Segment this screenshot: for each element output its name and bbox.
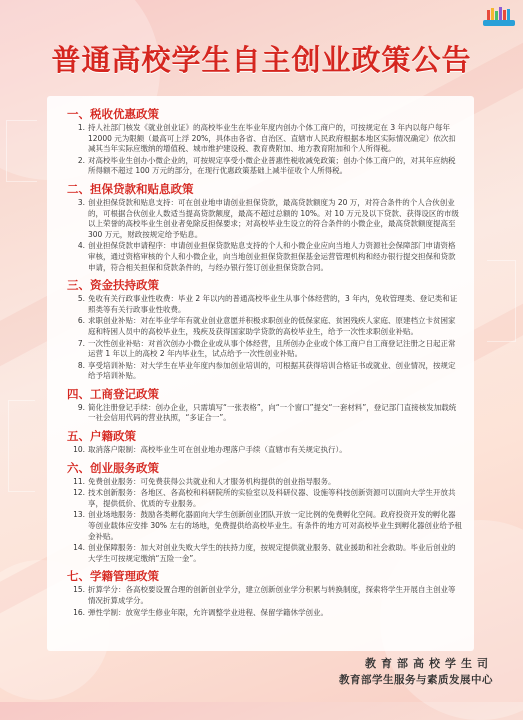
section-heading: 一、税收优惠政策 — [67, 107, 159, 121]
policy-item-text: 弹性学制：放宽学生修业年限，允许调整学业进程、保留学籍休学创业。 — [88, 607, 328, 617]
policy-item-number: 16. — [73, 607, 85, 617]
policy-item — [59, 585, 462, 606]
policy-item-text: 技术创新服务：各地区、各高校和科研院所的实验室以及科研仪器、设施等科技创新资源可以面向大学生开放共享，提供低价、优质的专业服务。 — [88, 488, 456, 508]
section-heading: 七、学籍管理政策 — [67, 569, 159, 584]
policy-item-number: 6. — [77, 316, 85, 326]
policy-item-number: 5. — [77, 294, 85, 304]
policy-item-text: 取消落户限制：高校毕业生可在创业地办理落户手续（直辖市有关规定执行）。 — [88, 445, 347, 455]
policy-item-text: 创业担保贷款申请程序：申请创业担保贷款贴息支持的个人和小微企业应向当地人力资源社会保障部门申请资格审核，通过资格审核的个人和小微企业，向当地创业担保贷款担保基金运营管理机构和经办银行提交担保和贷款申请，符合相关担保和贷款条件的，与经办银行签订创业担保贷款合同。 — [88, 241, 456, 272]
policy-item — [59, 403, 462, 424]
policy-item-text: 创业保障服务：加大对创业失败大学生的扶持力度，按规定提供就业服务、就业援助和社会救助。毕业后创业的大学生可按规定缴纳“五险一金”。 — [88, 543, 456, 563]
policy-item — [59, 339, 462, 360]
policy-item — [59, 477, 462, 488]
policy-item-number: 9. — [77, 402, 85, 412]
policy-item — [59, 543, 462, 564]
policy-item-text: 对高校毕业生创办小微企业的，可按规定享受小微企业普惠性税收减免政策；创办个体工商户的，对其年应纳税所得额不超过 100 万元的部分，在现行优惠政策基础上减半征收个人所得税。 — [88, 155, 456, 176]
policy-item-number: 13. — [73, 510, 85, 520]
bookshelf-logo-icon — [482, 6, 516, 28]
section-heading: 三、资金扶持政策 — [67, 278, 159, 293]
policy-item-number: 15. — [73, 585, 85, 595]
policy-item-text: 一次性创业补贴：对首次创办小微企业或从事个体经营，且所创办企业或个体工商户自工商登记注册之日起正常运营 1 年以上的高校 2 年内毕业生，试点给予一次性创业补贴。 — [88, 338, 456, 359]
policy-item-number: 12. — [73, 488, 85, 498]
section-heading: 五、户籍政策 — [67, 429, 136, 444]
policy-item-text: 免费创业服务：可免费获得公共就业和人才服务机构提供的创业指导服务。 — [88, 476, 336, 486]
policy-item — [59, 156, 462, 177]
policy-item-number: 1. — [77, 123, 85, 132]
policy-item-text: 持人社部门核发《就业创业证》的高校毕业生在毕业年度内创办个体工商户的，可按规定在 3 年内以每户每年 12000 元为限额（最高可上浮 20%，具体由各省、自治区、直辖市人民政府根据本地区实际情况确定）依次扣减其当年实际应缴纳的增值税、城市维护建设税、教育费附加、地方教育附加和个人所得税。 — [88, 123, 456, 154]
policy-item-number: 2. — [77, 155, 85, 165]
policy-item — [59, 445, 462, 456]
section-heading: 二、担保贷款和贴息政策 — [67, 181, 194, 196]
policy-item-number: 10. — [73, 445, 85, 455]
policy-item-text: 简化注册登记手续：创办企业，只需填写“一张表格”，向“一个窗口”提交“一套材料”，登记部门直接核发加载统一社会信用代码的营业执照，“多证合一”。 — [88, 402, 457, 423]
policy-item — [59, 488, 462, 509]
policy-item-number: 11. — [73, 476, 85, 486]
policy-item — [59, 294, 462, 315]
policy-item — [59, 608, 462, 619]
policy-panel — [47, 96, 474, 651]
policy-item-text: 享受培训补贴：对大学生在毕业年度内参加创业培训的，可根据其获得培训合格证书或就业、创业情况，按规定给予培训补贴。 — [88, 360, 456, 381]
policy-item — [59, 510, 462, 542]
policy-item-text: 创业担保贷款和贴息支持：可在创业地申请创业担保贷款，最高贷款额度为 20 万，对符合条件的个人合伙创业的，可根据合伙创业人数适当提高贷款额度，最高不超过总额的 10%。对 10 万元及以下贷款、获得设区的市级以上荣誉的高校毕业生创业者免除反担保要求；对高校毕业生设立的符合条件的小微企业，最高贷款额度提高至 300 万元，财政按规定给予贴息。 — [88, 197, 459, 239]
section-heading: 六、创业服务政策 — [67, 460, 159, 475]
policy-item-number: 8. — [77, 360, 85, 370]
policy-item-text: 创业场地服务：鼓励各类孵化器面向大学生创新创业团队开放一定比例的免费孵化空间。政府投资开发的孵化器等创业载体应安排 30% 左右的场地，免费提供给高校毕业生。有条件的地方可对高校毕业生到孵化器创业给予租金补贴。 — [88, 510, 462, 541]
page-title: 普通高校学生自主创业政策公告 — [51, 43, 472, 77]
policy-item-text: 折算学分：各高校要设置合理的创新创业学分，建立创新创业学分积累与转换制度，探索将学生开展自主创业等情况折算成学分。 — [88, 585, 456, 605]
policy-item — [59, 241, 462, 273]
policy-item-number: 14. — [73, 543, 85, 553]
policy-item — [59, 316, 462, 337]
policy-item-number: 4. — [77, 241, 85, 251]
policy-item — [59, 198, 462, 240]
policy-item-text: 求职创业补贴：对在毕业学年有就业创业意愿并积极求职创业的低保家庭、贫困残疾人家庭、原建档立卡贫困家庭和特困人员中的高校毕业生，残疾及获得国家助学贷款的高校毕业生，给予一次性求职创业补贴。 — [88, 316, 456, 336]
policy-item-number: 3. — [77, 197, 85, 207]
policy-item-number: 7. — [77, 338, 85, 348]
section-heading: 四、工商登记政策 — [67, 386, 159, 401]
footer-issuer-1: 教育部高校学生司 — [365, 657, 493, 670]
policy-item — [59, 361, 462, 382]
policy-item — [59, 123, 462, 155]
policy-item-text: 免收有关行政事业性收费：毕业 2 年以内的普通高校毕业生从事个体经营的，3 年内，免收管理类、登记类和证照类等有关行政事业性收费。 — [88, 294, 458, 314]
footer-issuer-2: 教育部学生服务与素质发展中心 — [339, 674, 493, 686]
